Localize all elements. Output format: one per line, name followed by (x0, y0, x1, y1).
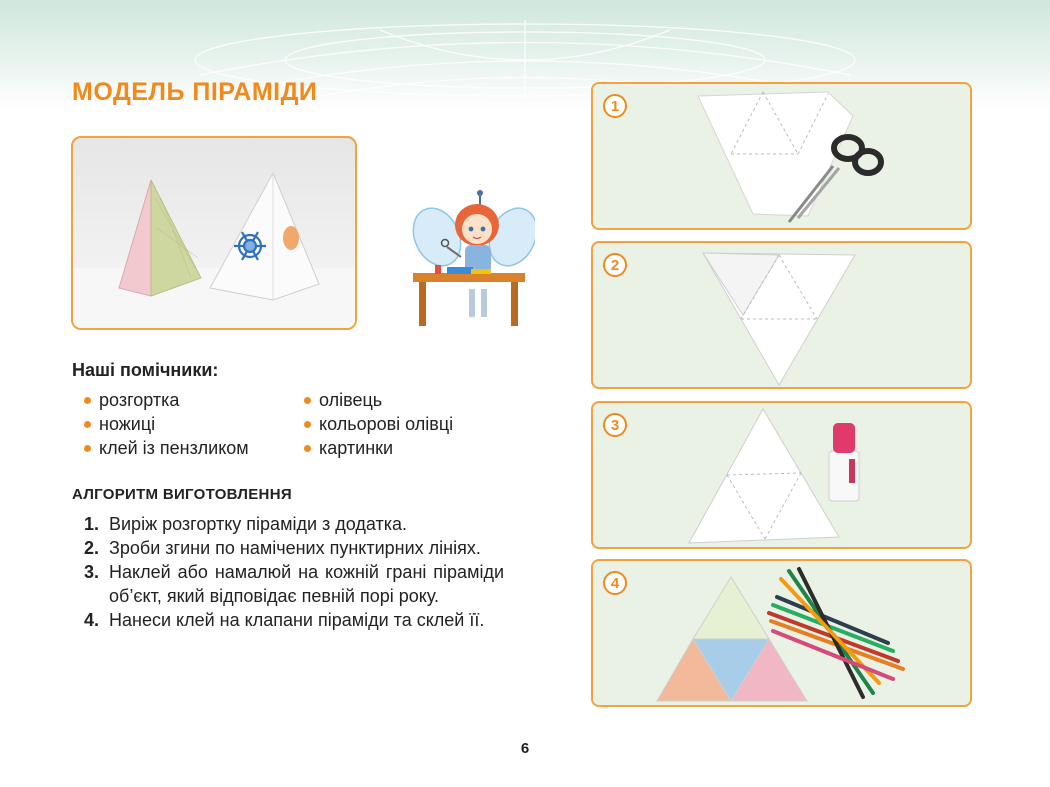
algorithm-steps (72, 512, 504, 632)
step-number: 1. (83, 514, 99, 534)
folded-net-image (593, 243, 972, 389)
fairy-at-table-illustration (405, 185, 535, 330)
assembled-pyramid-glue-image (593, 403, 972, 549)
step-text: Наклей або намалюй на кожній грані піраміди об’єкт, який відповідає певній порі року. (109, 562, 504, 606)
algorithm-step (72, 560, 504, 608)
step-panel-3 (591, 401, 972, 549)
step-number: 2. (83, 538, 99, 558)
pyramids-photo (71, 136, 357, 330)
algorithm-step (72, 512, 504, 536)
helper-item: розгортка (72, 388, 249, 412)
step-number: 3. (83, 562, 99, 582)
step-panel-2 (591, 241, 972, 389)
cut-net-scissors-image (593, 84, 972, 230)
glue-bottle-icon (829, 423, 859, 501)
helpers-list-left (72, 388, 249, 460)
helper-item: клей із пензликом (72, 436, 249, 460)
helper-item: ножиці (72, 412, 249, 436)
step-panel-1 (591, 82, 972, 230)
helper-item: кольорові олівці (292, 412, 453, 436)
colored-pyramid-pencils-image (593, 561, 972, 707)
step-number: 4. (83, 610, 99, 630)
step-panel-4 (591, 559, 972, 707)
step-text: Зроби згини по намічених пунктирних лініях. (109, 538, 481, 558)
helpers-list-right (292, 388, 453, 460)
page-title: МОДЕЛЬ ПІРАМІДИ (72, 78, 318, 106)
step-badge: 2 (603, 253, 627, 277)
step-badge: 1 (603, 94, 627, 118)
step-text: Нанеси клей на клапани піраміди та склей її. (109, 610, 485, 630)
step-badge: 4 (603, 571, 627, 595)
algorithm-heading: АЛГОРИТМ ВИГОТОВЛЕННЯ (72, 486, 292, 503)
helpers-heading: Наші помічники: (72, 360, 219, 380)
algorithm-step (72, 608, 504, 632)
helper-item: картинки (292, 436, 453, 460)
algorithm-step (72, 536, 504, 560)
step-badge: 3 (603, 413, 627, 437)
helper-item: олівець (292, 388, 453, 412)
page-number: 6 (520, 740, 530, 757)
step-text: Виріж розгортку піраміди з додатка. (109, 514, 408, 534)
